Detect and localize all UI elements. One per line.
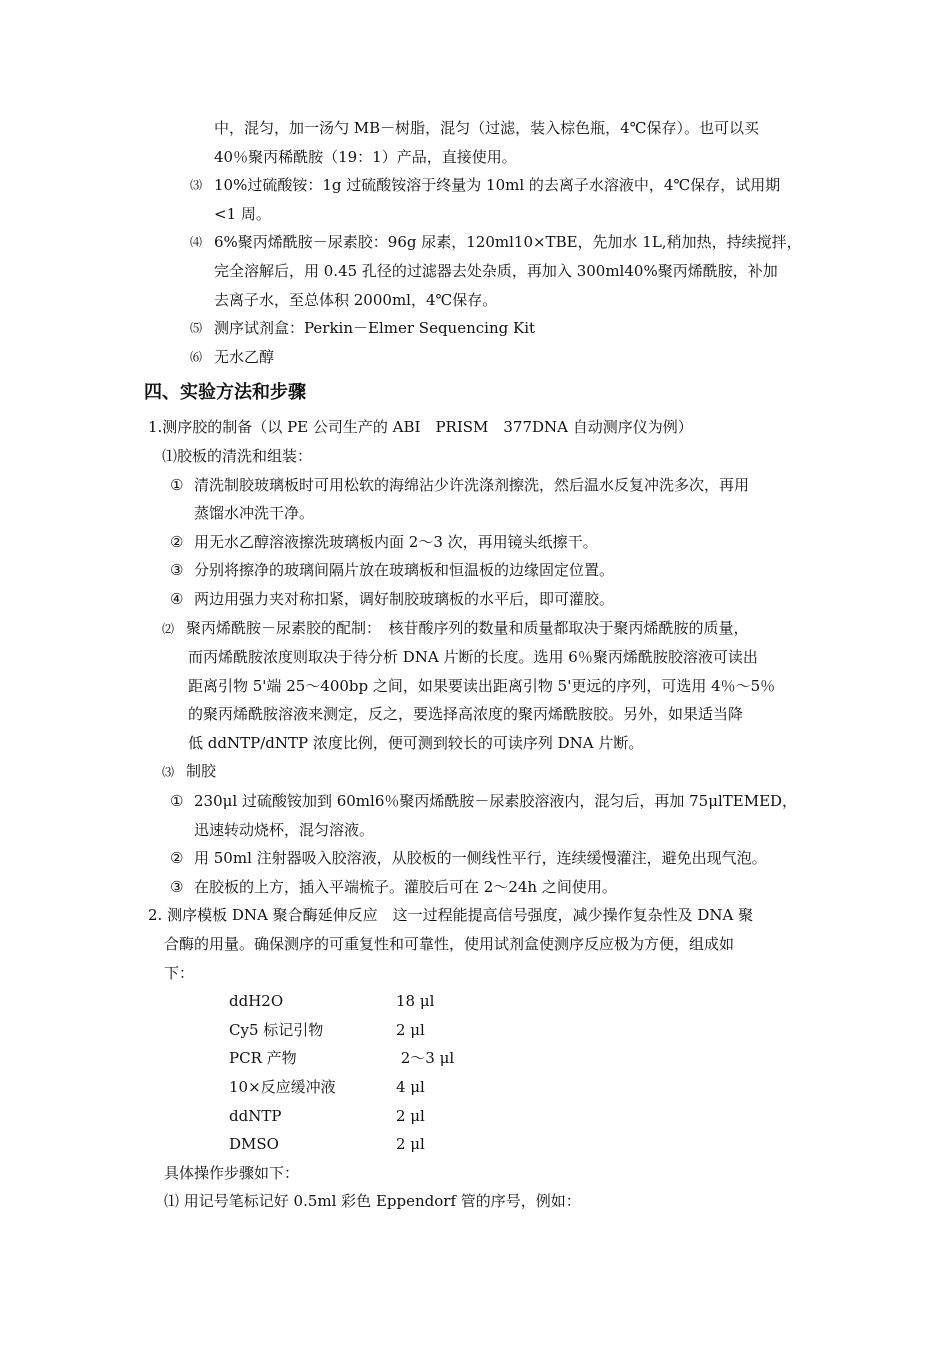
step-item bbox=[0, 528, 952, 557]
reagent-name: ddH2O bbox=[229, 992, 284, 1011]
step-item bbox=[0, 471, 952, 500]
list-item bbox=[0, 171, 952, 200]
item-number: ⑹ bbox=[190, 349, 203, 364]
paragraph-line: 40％聚丙稀酰胺（19：1）产品，直接使用。 bbox=[214, 147, 517, 166]
reagent-row bbox=[0, 1130, 952, 1159]
item-text: <1 周。 bbox=[214, 204, 271, 223]
step-number: ② bbox=[170, 849, 184, 868]
paragraph-line: 合酶的用量。确保测序的可重复性和可靠性，使用试剂盒使测序反应极为方便，组成如 bbox=[164, 935, 735, 954]
step-item bbox=[0, 585, 952, 614]
item-text: 测序试剂盒：Perkin－Elmer Sequencing Kit bbox=[214, 319, 536, 338]
reagent-name: Cy5 标记引物 bbox=[229, 1020, 324, 1039]
step-text: 两边用强力夹对称扣紧，调好制胶玻璃板的水平后，即可灌胶。 bbox=[194, 589, 615, 608]
paragraph-line: ⑴ 用记号笔标记好 0.5ml 彩色 Eppendorf 管的序号，例如： bbox=[164, 1192, 581, 1211]
item-text: 6%聚丙烯酰胺－尿素胶：96g 尿素，120ml10×TBE，先加水 1L,稍加热，持续搅拌， bbox=[214, 233, 802, 252]
step-number: ③ bbox=[170, 561, 184, 580]
paragraph-line: 中，混匀，加一汤勺 MB－树脂，混匀（过滤，装入棕色瓶，4℃保存）。也可以买 bbox=[214, 119, 759, 137]
reagent-amount: 18 μl bbox=[396, 992, 435, 1011]
step-number: ④ bbox=[170, 589, 184, 608]
step-text: 在胶板的上方，插入平端梳子。灌胶后可在 2～24h 之间使用。 bbox=[194, 877, 617, 896]
item-text: 无水乙醇 bbox=[214, 347, 275, 366]
item-number: ⑷ bbox=[190, 235, 203, 250]
list-item bbox=[0, 228, 952, 257]
step-text: 用无水乙醇溶液擦洗玻璃板内面 2～3 次，再用镜头纸擦干。 bbox=[194, 532, 598, 551]
subsection-item bbox=[0, 757, 952, 787]
item-text: 去离子水，至总体积 2000ml，4℃保存。 bbox=[214, 290, 498, 309]
step-number: ① bbox=[170, 475, 184, 494]
list-item bbox=[0, 314, 952, 343]
item-number: ⑶ bbox=[190, 178, 203, 193]
subsection-item bbox=[0, 614, 952, 644]
list-item bbox=[0, 343, 952, 372]
reagent-name: ddNTP bbox=[229, 1106, 282, 1125]
item-text: 距离引物 5'端 25～400bp 之间，如果要读出距离引物 5'更远的序列，可选用 4％～5％ bbox=[188, 676, 776, 695]
step-text: 分别将擦净的玻璃间隔片放在玻璃板和恒温板的边缘固定位置。 bbox=[194, 561, 615, 580]
reagent-row bbox=[0, 1102, 952, 1131]
paragraph-line: 具体操作步骤如下： bbox=[164, 1163, 300, 1182]
step-item bbox=[0, 787, 952, 816]
reagent-row bbox=[0, 1073, 952, 1102]
item-text: 聚丙烯酰胺－尿素胶的配制： 核苷酸序列的数量和质量都取决于聚丙烯酰胺的质量， bbox=[186, 618, 749, 637]
item-text: 低 ddNTP/dNTP 浓度比例，便可测到较长的可读序列 DNA 片断。 bbox=[188, 733, 644, 752]
item-number: ⑸ bbox=[190, 321, 203, 336]
reagent-amount: 2 μl bbox=[396, 1135, 425, 1154]
step-text: 用 50ml 注射器吸入胶溶液，从胶板的一侧线性平行，连续缓慢灌注，避免出现气泡。 bbox=[194, 849, 767, 868]
step-item bbox=[0, 556, 952, 585]
reagent-name: PCR 产物 bbox=[229, 1049, 297, 1068]
step-item bbox=[0, 844, 952, 873]
step-text: 迅速转动烧杯，混匀溶液。 bbox=[194, 820, 375, 839]
step-text: 230μl 过硫酸铵加到 60ml6％聚丙烯酰胺－尿素胶溶液内，混匀后，再加 75μlTEMED， bbox=[194, 792, 798, 811]
section-heading: 四、实验方法和步骤 bbox=[144, 382, 306, 404]
reagent-name: DMSO bbox=[229, 1135, 279, 1154]
step-number: ① bbox=[170, 792, 184, 811]
reagent-row bbox=[0, 987, 952, 1016]
document-page bbox=[0, 114, 952, 1216]
item-text: 完全溶解后，用 0.45 孔径的过滤器去处杂质，再加入 300ml40%聚丙烯酰胺，补加 bbox=[214, 261, 778, 280]
step-text: 蒸馏水冲洗干净。 bbox=[194, 504, 315, 523]
reagent-amount: 4 μl bbox=[396, 1078, 425, 1096]
reagent-row bbox=[0, 1044, 952, 1073]
subsection-label: ⑴胶板的清洗和组装： bbox=[162, 446, 313, 465]
item-text: 制胶 bbox=[186, 762, 217, 781]
step-text: 清洗制胶玻璃板时可用松软的海绵沾少许洗涤剂擦洗，然后温水反复冲洗多次，再用 bbox=[194, 475, 750, 494]
reagent-amount: 2 μl bbox=[396, 1020, 425, 1039]
step-number: ② bbox=[170, 532, 184, 551]
step-item bbox=[0, 873, 952, 902]
subsection-title: 2. 测序模板 DNA 聚合酶延伸反应 这一过程能提高信号强度，减少操作复杂性及 DNA 聚 bbox=[148, 906, 754, 925]
reagent-amount: 2 μl bbox=[396, 1106, 425, 1125]
item-text: 的聚丙烯酰胺溶液来测定，反之，要选择高浓度的聚丙烯酰胺胶。另外，如果适当降 bbox=[188, 705, 744, 724]
item-number: ⑵ bbox=[162, 621, 175, 636]
item-text: 而丙烯酰胺浓度则取决于待分析 DNA 片断的长度。选用 6％聚丙烯酰胺胶溶液可读出 bbox=[188, 648, 758, 667]
step-number: ③ bbox=[170, 877, 184, 896]
reagent-amount: 2～3 μl bbox=[396, 1049, 455, 1068]
item-number: ⑶ bbox=[162, 765, 175, 780]
subsection-title: 1.测序胶的制备（以 PE 公司生产的 ABI PRISM 377DNA 自动测序仪为例） bbox=[148, 418, 693, 437]
reagent-row bbox=[0, 1016, 952, 1045]
reagent-name: 10×反应缓冲液 bbox=[229, 1078, 336, 1096]
item-text: 10%过硫酸铵：1g 过硫酸铵溶于终量为 10ml 的去离子水溶液中，4℃保存，试用期 bbox=[214, 176, 781, 195]
paragraph-line: 下： bbox=[164, 963, 195, 982]
